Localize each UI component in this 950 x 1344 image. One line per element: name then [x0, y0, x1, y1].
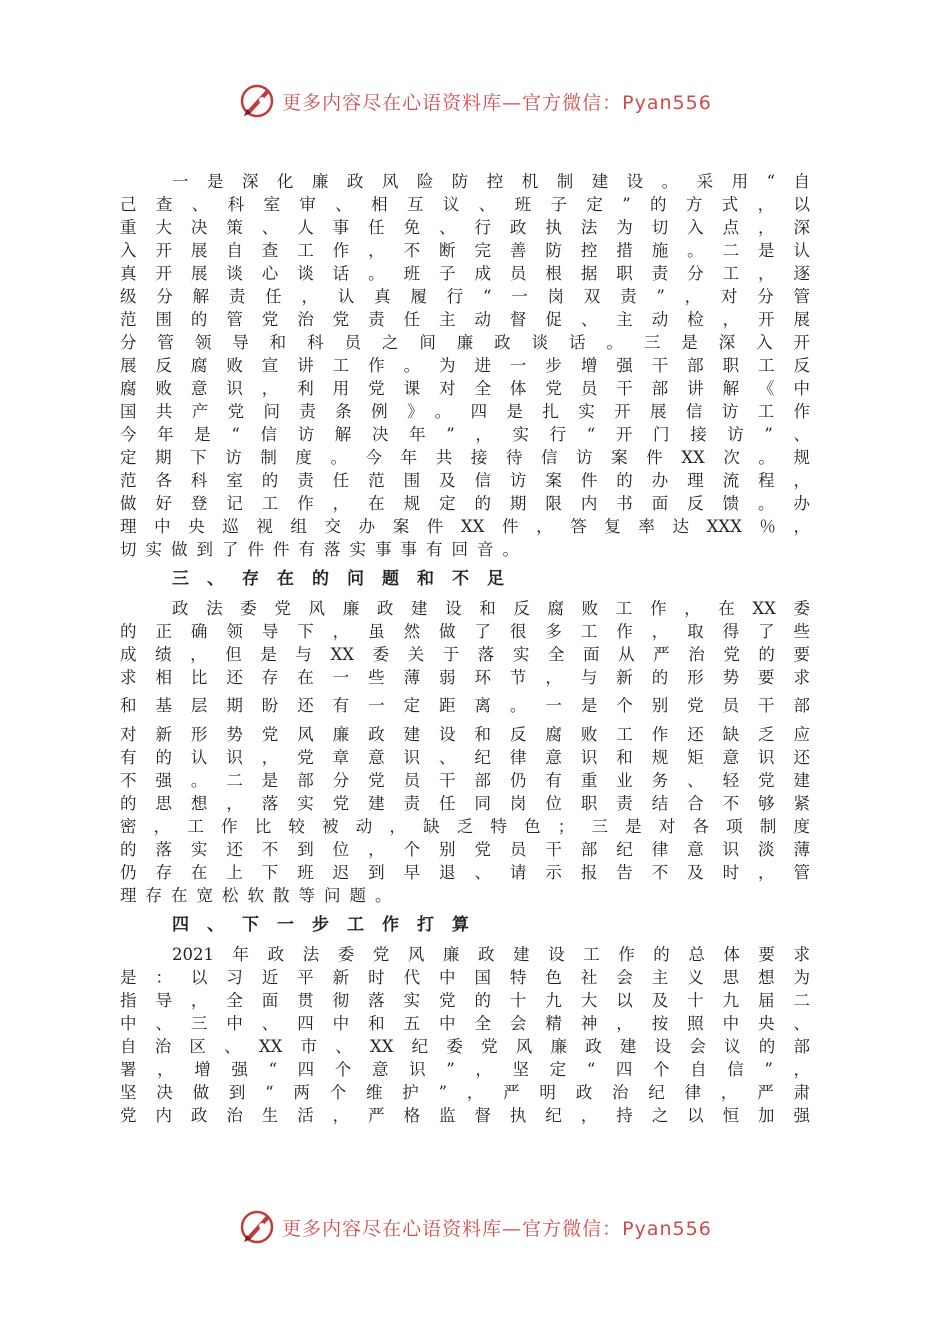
section-three-heading: 三、存在的问题和不足 [172, 569, 522, 589]
section-two-tail [120, 170, 810, 561]
text-line: 一是深化廉政风险防控机制建设。采用“自 [172, 172, 810, 191]
text-line: 成绩，但是与XX委关于落实全面从严治党的要 [120, 645, 810, 664]
pen-logo-icon [238, 1208, 276, 1246]
pen-logo-icon [238, 82, 276, 120]
text-line: 署，增强“四个意识”，坚定“四个自信”， [120, 1060, 810, 1079]
watermark-text: 更多内容尽在心语资料库—官方微信：Pyan556 [282, 1217, 712, 1240]
text-line: 政法委党风廉政建设和反腐败工作，在XX委 [172, 599, 810, 618]
text-line: 分管领导和科员之间廉政谈话。三是深入开 [120, 333, 810, 352]
text-line: 2021年政法委党风廉政建设工作的总体要求 [172, 945, 810, 964]
text-line: 的思想，落实党建责任同岗位职责结合不够紧 [120, 794, 810, 813]
text-line: 己查、科室审、相互议、班子定”的方式，以 [120, 195, 810, 214]
text-line: 切实做到了件件有落实事事有回音。 [120, 540, 528, 559]
text-line: 腐败意识，利用党课对全体党员干部讲解《中 [120, 379, 810, 398]
text-line: 是：以习近平新时代中国特色社会主义思想为 [120, 968, 810, 987]
text-line: 国共产党问责条例》。四是扎实开展信访工作 [120, 402, 810, 421]
text-line: 做好登记工作，在规定的期限内书面反馈。办 [120, 494, 810, 513]
section-three-body [120, 597, 810, 907]
text-line: 求相比还存在一些薄弱环节，与新的形势要求 [120, 668, 810, 687]
header-watermark [0, 82, 950, 126]
watermark-text: 更多内容尽在心语资料库—官方微信：Pyan556 [282, 91, 712, 114]
section-four-body [120, 943, 810, 1127]
text-line: 真开展谈心谈话。班子成员根据职责分工，逐 [120, 264, 810, 283]
text-line: 的落实还不到位，个别党员干部纪律意识淡薄 [120, 840, 810, 859]
text-line: 中、三中、四中和五中全会精神，按照中央、 [120, 1014, 810, 1033]
text-line: 入开展自查工作，不断完善防控措施。二是认 [120, 241, 810, 260]
text-line: 自治区、XX市、XX纪委党风廉政建设会议的部 [120, 1037, 810, 1056]
text-line: 党内政治生活，严格监督执纪，持之以恒加强 [120, 1106, 810, 1125]
text-line: 不强。二是部分党员干部仍有重业务、轻党建 [120, 771, 810, 790]
text-line: 指导，全面贯彻落实党的十九大以及十九届二 [120, 991, 810, 1010]
text-line: 范围的管党治党责任主动督促、主动检，开展 [120, 310, 810, 329]
text-line: 级分解责任，认真履行“一岗双责”，对分管 [120, 287, 810, 306]
text-line: 坚决做到“两个维护”，严明政治纪律，严肃 [120, 1083, 810, 1102]
text-line: 展反腐败宣讲工作。为进一步增强干部职工反 [120, 356, 810, 375]
text-line: 仍存在上下班迟到早退、请示报告不及时，管 [120, 863, 810, 882]
section-four-heading: 四、下一步工作打算 [172, 915, 487, 935]
text-line: 今年是“信访解决年”，实行“开门接访”、 [120, 425, 810, 444]
text-line: 密，工作比较被动，缺乏特色；三是对各项制度 [120, 817, 810, 836]
text-line: 和基层期盼还有一定距离。一是个别党员干部 [120, 696, 810, 715]
text-line: 有的认识，党章意识、纪律意识和规矩意识还 [120, 748, 810, 767]
text-line: 对新形势党风廉政建设和反腐败工作还缺乏应 [120, 725, 810, 744]
footer-watermark [0, 1208, 950, 1252]
document-body [120, 170, 810, 1127]
text-line: 的正确领导下，虽然做了很多工作，取得了些 [120, 622, 810, 641]
text-line: 范各科室的责任范围及信访案件的办理流程， [120, 471, 810, 490]
text-line: 理存在宽松软散等问题。 [120, 886, 401, 905]
text-line: 定期下访制度。今年共接待信访案件XX次。规 [120, 448, 810, 467]
text-line: 重大决策、人事任免、行政执法为切入点，深 [120, 218, 810, 237]
text-line: 理中央巡视组交办案件XX件，答复率达XXX％， [120, 517, 810, 536]
